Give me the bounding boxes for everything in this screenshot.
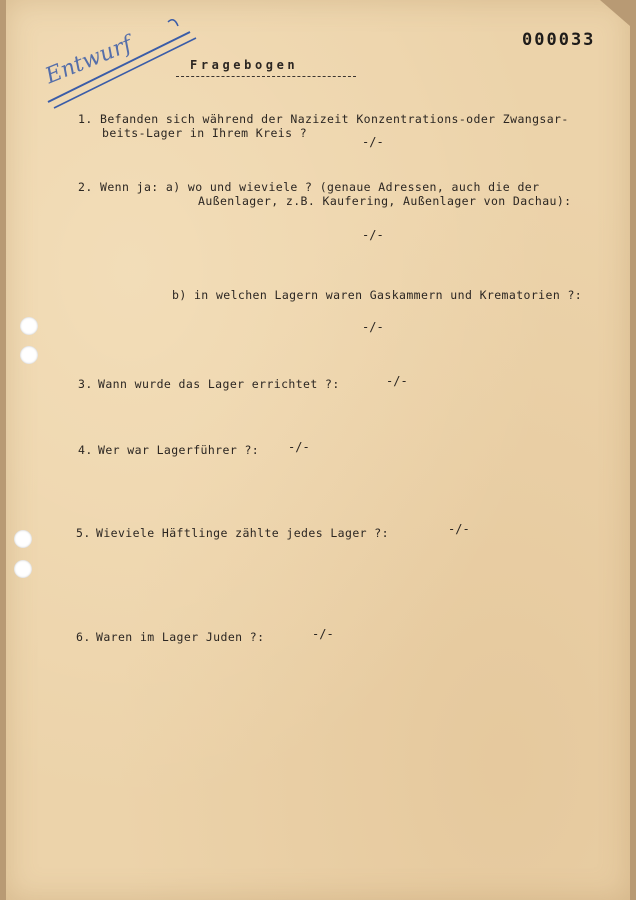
page-title: Fragebogen	[190, 58, 299, 72]
punch-hole	[20, 317, 38, 335]
question-2a-answer: -/-	[362, 228, 384, 242]
handwritten-stamp	[28, 10, 208, 120]
question-4-number: 4.	[78, 443, 93, 457]
question-3-answer: -/-	[386, 374, 408, 388]
question-2b-text: b) in welchen Lagern waren Gaskammern und Krematorien ?:	[172, 288, 583, 302]
question-2-line2: Außenlager, z.B. Kaufering, Außenlager von Dachau):	[198, 194, 572, 208]
stamp-label: Entwurf	[42, 32, 136, 90]
question-2-line1: Wenn ja: a) wo und wieviele ? (genaue Adressen, auch die der	[100, 180, 540, 194]
question-1-answer: -/-	[362, 135, 384, 149]
question-5-text: Wieviele Häftlinge zählte jedes Lager ?:	[96, 526, 389, 540]
title-underline	[176, 76, 356, 77]
question-1-number: 1.	[78, 112, 93, 126]
question-6-text: Waren im Lager Juden ?:	[96, 630, 265, 644]
folded-corner	[600, 0, 630, 26]
question-2-number: 2.	[78, 180, 93, 194]
punch-hole	[14, 560, 32, 578]
punch-hole	[20, 346, 38, 364]
question-5-answer: -/-	[448, 522, 470, 536]
question-4-answer: -/-	[288, 440, 310, 454]
question-1-line2: beits-Lager in Ihrem Kreis ?	[102, 126, 308, 140]
question-4-text: Wer war Lagerführer ?:	[98, 443, 260, 457]
question-3-text: Wann wurde das Lager errichtet ?:	[98, 377, 340, 391]
document-page	[6, 0, 630, 900]
document-number: 000033	[522, 30, 596, 50]
question-2b-answer: -/-	[362, 320, 384, 334]
question-5-number: 5.	[76, 526, 91, 540]
punch-hole	[14, 530, 32, 548]
question-1-line1: Befanden sich während der Nazizeit Konzentrations-oder Zwangsar-	[100, 112, 569, 126]
question-6-answer: -/-	[312, 627, 334, 641]
question-6-number: 6.	[76, 630, 91, 644]
question-3-number: 3.	[78, 377, 93, 391]
